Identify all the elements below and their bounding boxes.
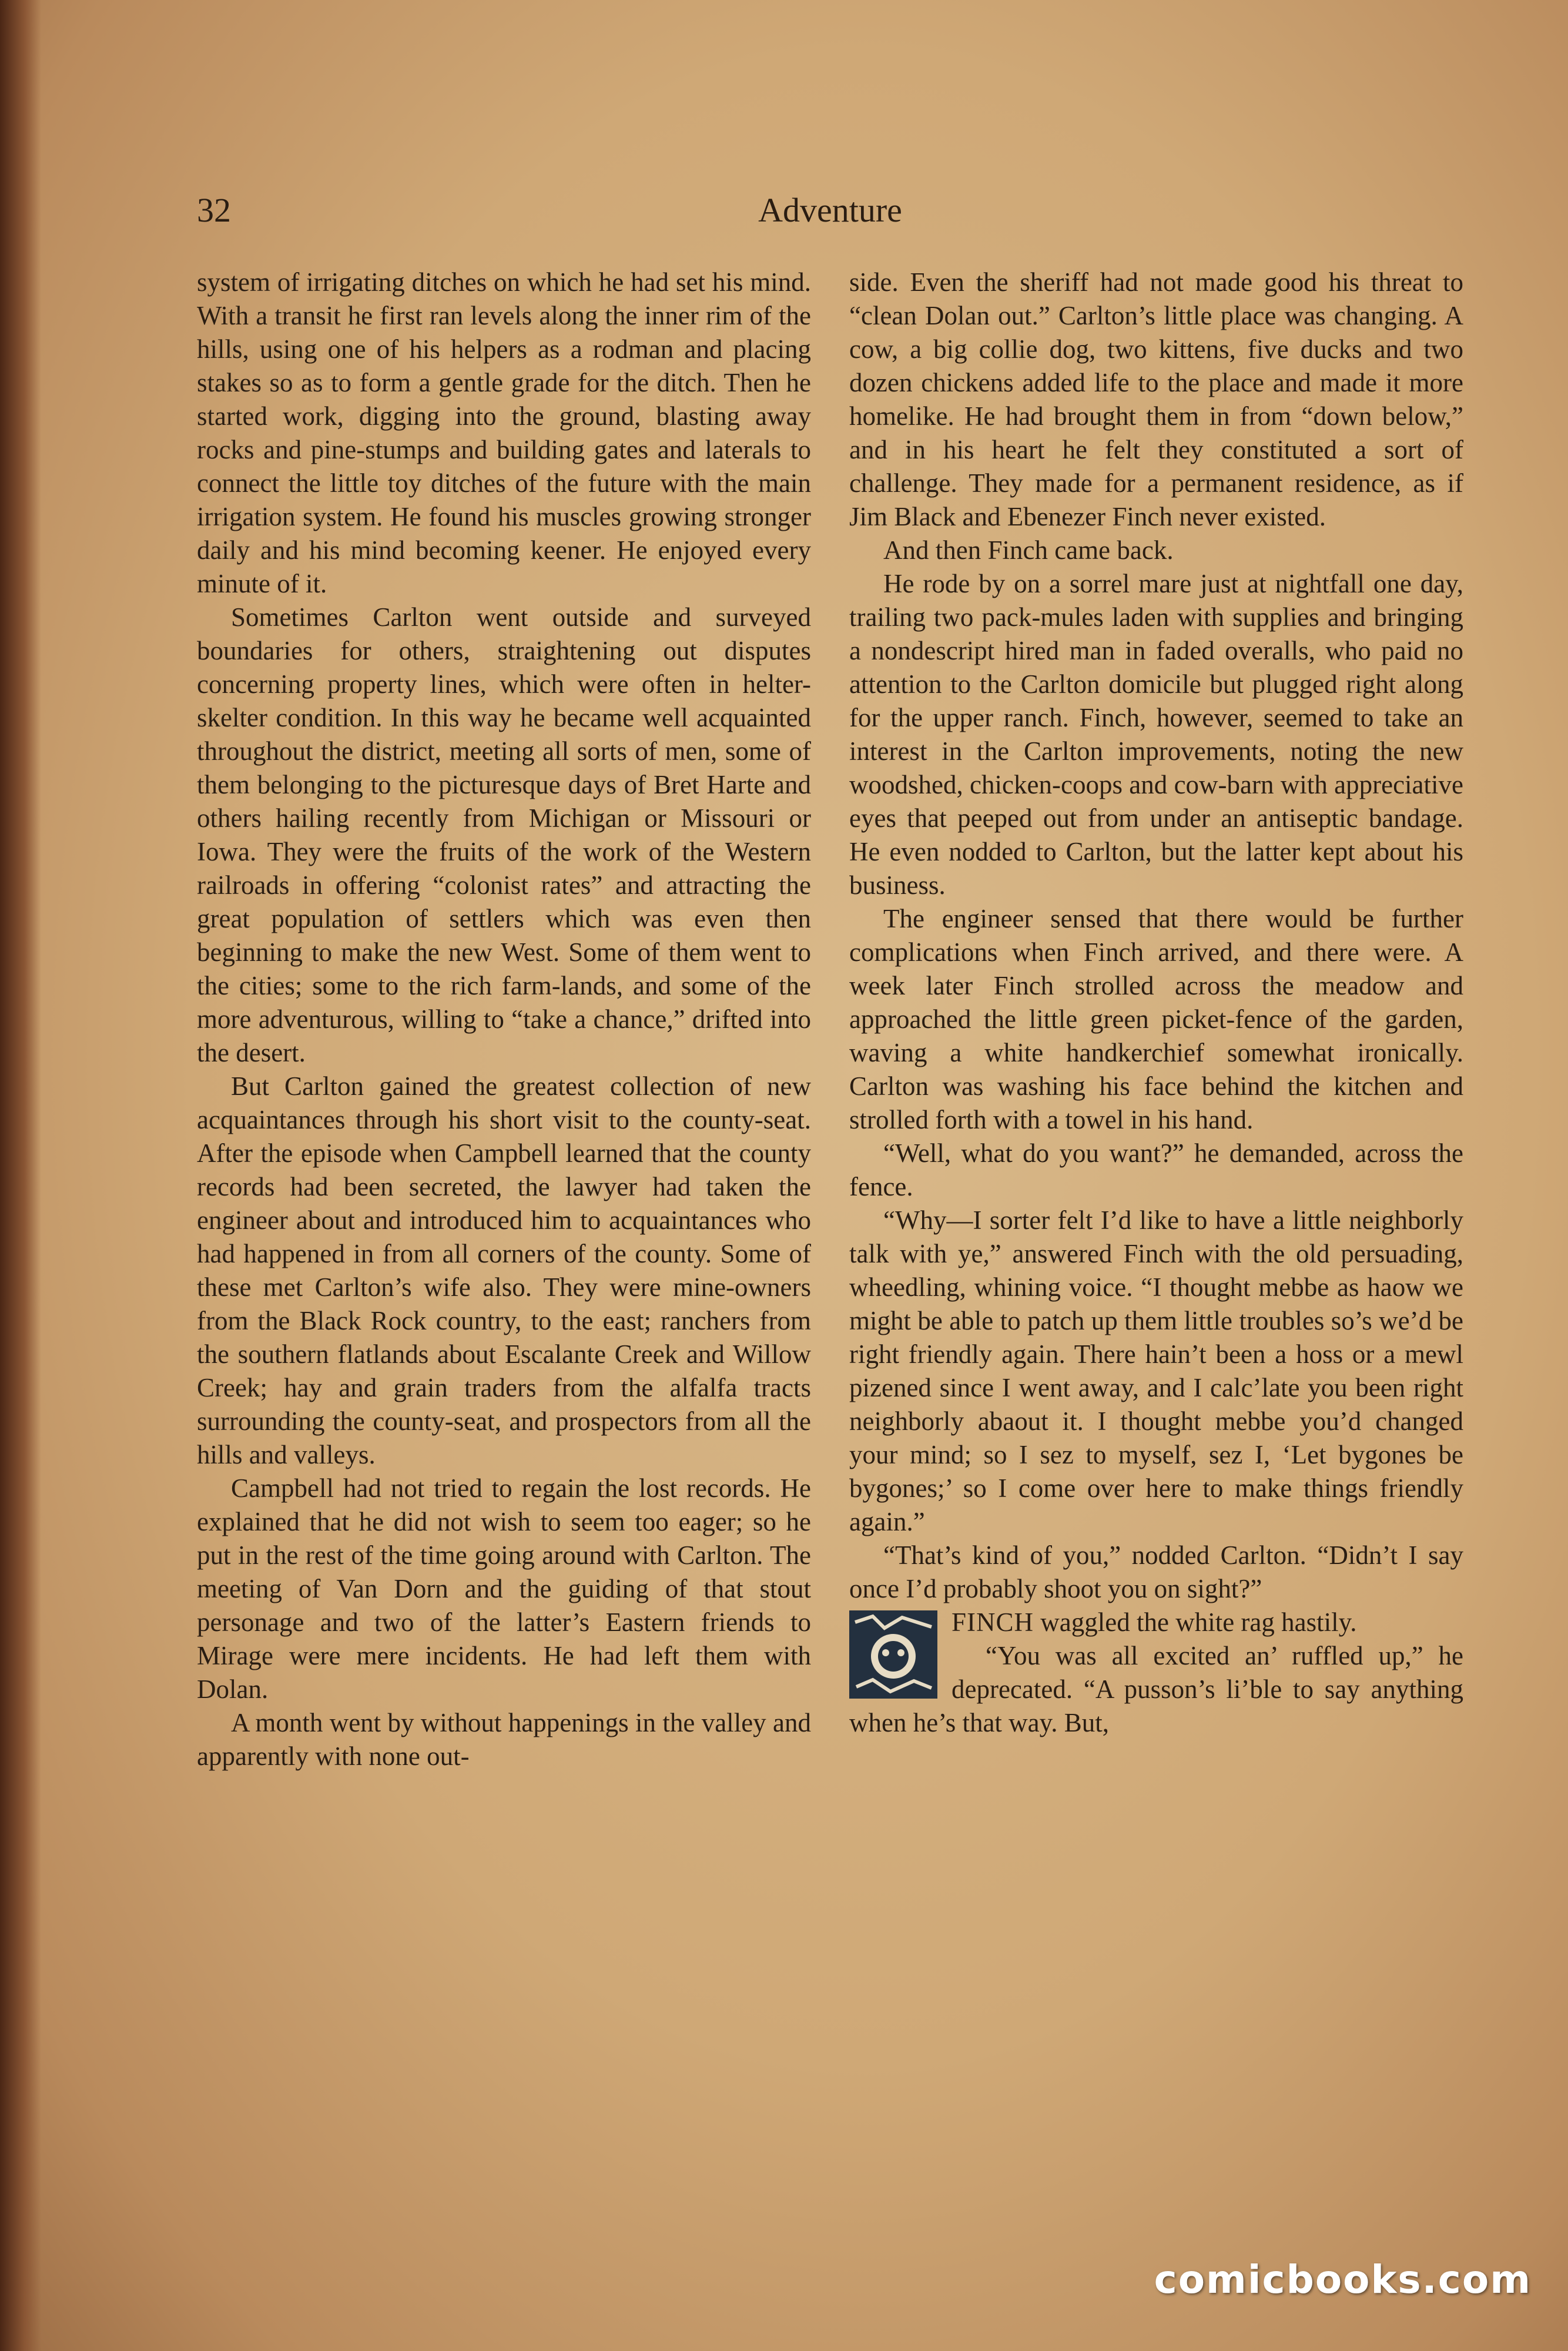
paragraph: A month went by without happenings in the valley and apparently with none out-: [197, 1708, 811, 1771]
drop-cap-paragraph: [849, 1606, 1463, 1639]
watermark: comicbooks.com: [1154, 2257, 1532, 2302]
paragraph: “Well, what do you want?” he demanded, across the fence.: [849, 1138, 1463, 1201]
paragraph: “That’s kind of you,” nodded Carlton. “Didn’t I say once I’d probably shoot you on sight?”: [849, 1540, 1463, 1603]
paragraph: He rode by on a sorrel mare just at nightfall one day, trailing two pack-mules laden with supplies and bringing a nondescript hired man in faded overalls, who paid no attention to the Carlton domicile but plugged right along for the upper ranch. Finch, however, seemed to take an interest in the Carlton improvements, noting the new woodshed, chicken-coops and cow-barn with appreciative eyes that peeped out from under an antiseptic bandage. He even nodded to Carlton, but the latter kept about his business.: [849, 569, 1463, 900]
left-column: [197, 266, 811, 1773]
paragraph: “You was all excited an’ ruffled up,” he deprecated. “A pusson’s li’ble to say anything when he’s that way. But,: [849, 1641, 1463, 1737]
paragraph: Campbell had not tried to regain the lost records. He explained that he did not wish to seem too eager; so he put in the rest of the time going around with Carlton. The meeting of Van Dorn and the guiding of that stout personage and two of the latter’s Eastern friends to Mirage were mere incidents. He had left them with Dolan.: [197, 1473, 811, 1704]
paragraph: “Why—I sorter felt I’d like to have a little neighborly talk with ye,” answered Finch with the old persuading, wheedling, whining voice. “I thought mebbe as haow we might be able to patch up them little troubles so’s we’d be right friendly again. There hain’t been a hoss or a mewl pizened since I went away, and I calc’late you been right neighborly abaout it. I thought mebbe you’d changed your mind; so I sez to myself, sez I, ‘Let bygones be bygones;’ so I come over here to make things friendly again.”: [849, 1205, 1463, 1536]
paragraph: side. Even the sheriff had not made good his threat to “clean Dolan out.” Carlton’s little place was changing. A cow, a big collie dog, two kittens, five ducks and two dozen chickens added life to the place and made it more homelike. He had brought them in from “down below,” and in his heart he felt they constituted a sort of challenge. They made for a permanent residence, as if Jim Black and Ebenezer Finch never existed.: [849, 267, 1463, 531]
page-header: [197, 187, 1463, 234]
page-number: 32: [197, 191, 231, 229]
right-column-top: [849, 266, 1463, 1606]
right-column-end: [849, 1639, 1463, 1740]
drop-cap-ornament-icon: [849, 1610, 937, 1699]
lead-word: FINCH: [951, 1607, 1034, 1637]
drop-cap-text: waggled the white rag hastily.: [1034, 1607, 1357, 1637]
page-binding-edge: [0, 0, 41, 2351]
paragraph: Sometimes Carlton went outside and surveyed boundaries for others, straightening out disputes concerning property lines, which were often in helter-skelter condition. In this way he became well acquainted throughout the district, meeting all sorts of men, some of them belonging to the picturesque days of Bret Harte and others hailing recently from Michigan or Missouri or Iowa. They were the fruits of the work of the Western railroads in offering “colonist rates” and attracting the great population of settlers which was even then beginning to make the new West. Some of them went to the cities; some to the rich farm-lands, and some of the more adventurous, willing to “take a chance,” drifted into the desert.: [197, 602, 811, 1067]
paragraph: The engineer sensed that there would be further complications when Finch arrived, and there were. A week later Finch strolled across the meadow and approached the little green picket-fence of the garden, waving a white handkerchief somewhat ironically. Carlton was washing his face behind the kitchen and strolled forth with a towel in his hand.: [849, 904, 1463, 1134]
paragraph: And then Finch came back.: [883, 535, 1174, 565]
paragraph: But Carlton gained the greatest collection of new acquaintances through his short visit to the county-seat. After the episode when Campbell learned that the county records had been secreted, the lawyer had taken the engineer about and introduced him to acquaintances who had happened in from all corners of the county. Some of these met Carlton’s wife also. They were mine-owners from the Black Rock country, to the east; ranchers from the southern flatlands about Escalante Creek and Willow Creek; hay and grain traders from the alfalfa tracts surrounding the county-seat, and prospectors from all the hills and valleys.: [197, 1071, 811, 1469]
running-title: Adventure: [758, 191, 902, 229]
right-column: [849, 266, 1463, 1740]
paragraph: system of irrigating ditches on which he had set his mind. With a transit he first ran levels along the inner rim of the hills, using one of his helpers as a rodman and placing stakes so as to form a gentle grade for the ditch. Then he started work, digging into the ground, blasting away rocks and pine-stumps and building gates and laterals to connect the little toy ditches of the future with the main irrigation system. He found his muscles growing stronger daily and his mind becoming keener. He enjoyed every minute of it.: [197, 267, 811, 598]
